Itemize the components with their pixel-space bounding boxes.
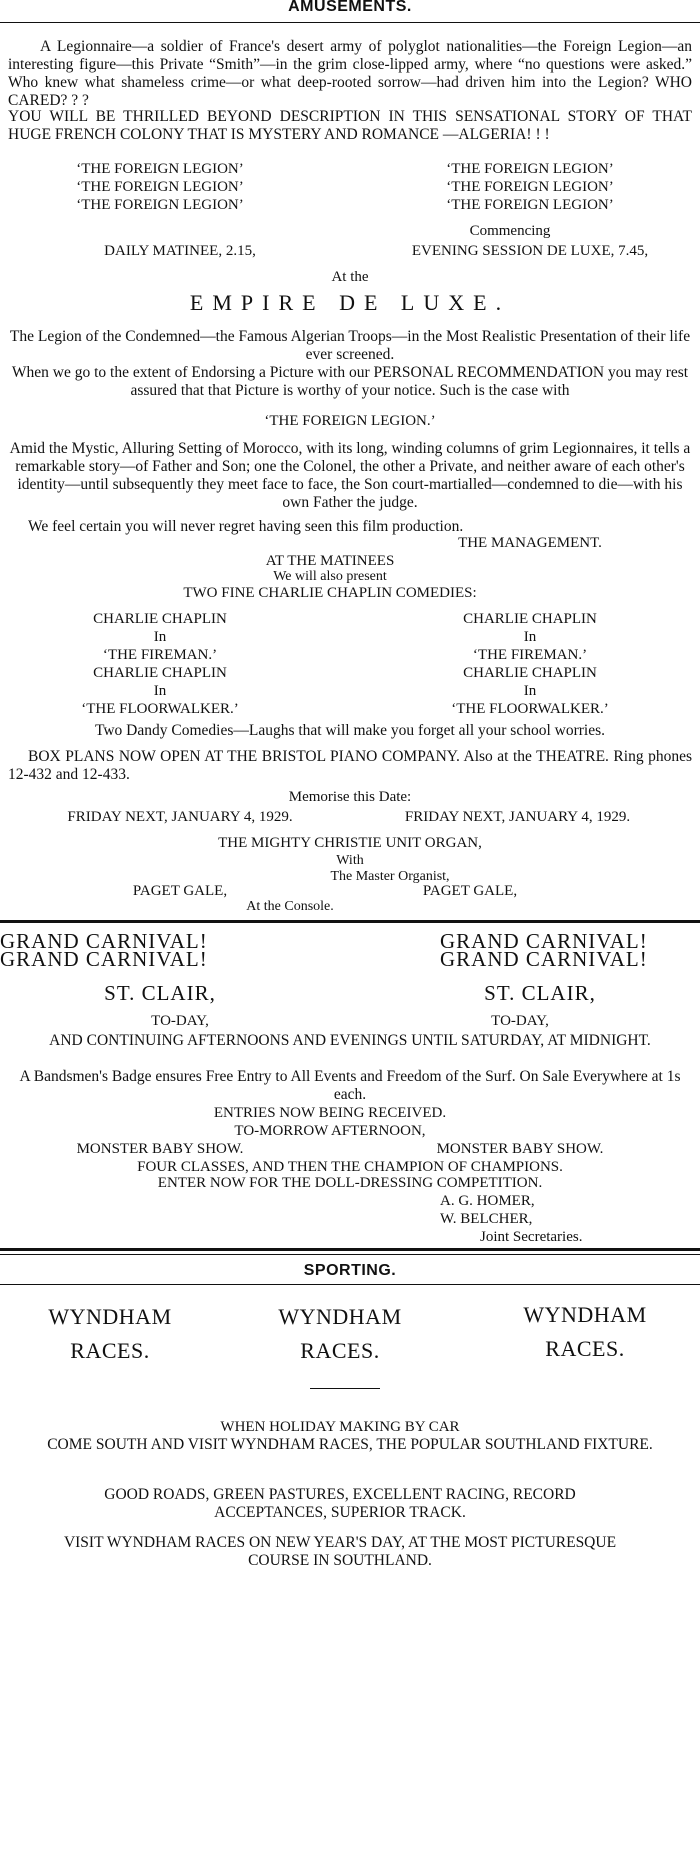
grand-carnival: GRAND CARNIVAL!: [0, 929, 208, 953]
wyndham-races-right: [480, 1298, 690, 1366]
foreign-legion-title: ‘THE FOREIGN LEGION.’: [264, 413, 436, 429]
dandy-comedies-line: Two Dandy Comedies—Laughs that will make you forget all your school worries.: [94, 722, 606, 739]
fireman-title: ‘THE FIREMAN.’: [102, 647, 218, 663]
chaplin-fireman-left: [40, 610, 280, 664]
grand-carnival: GRAND CARNIVAL!: [440, 929, 648, 953]
legion-line: ‘THE FOREIGN LEGION’: [446, 161, 614, 177]
races-word: RACES.: [300, 1338, 380, 1363]
friday-date-left: FRIDAY NEXT, JANUARY 4, 1929.: [67, 809, 293, 825]
baby-show-left: MONSTER BABY SHOW.: [76, 1141, 244, 1157]
paget-gale-left: PAGET GALE,: [132, 883, 228, 899]
st-clair-left: ST. CLAIR,: [104, 981, 216, 1005]
management-signature: THE MANAGEMENT.: [458, 535, 602, 551]
legion-line: ‘THE FOREIGN LEGION’: [76, 161, 244, 177]
at-matinees-heading: AT THE MATINEES: [265, 553, 395, 569]
evening-time: EVENING SESSION DE LUXE, 7.45,: [411, 243, 649, 259]
today-left: TO-DAY,: [151, 1013, 209, 1029]
heading-rule: [0, 22, 700, 23]
entries-line: ENTRIES NOW BEING RECEIVED.: [213, 1105, 447, 1121]
with-label: With: [336, 853, 364, 868]
in-word: In: [153, 683, 167, 699]
amusements-heading: AMUSEMENTS.: [288, 0, 412, 15]
chaplin-name: CHARLIE CHAPLIN: [463, 665, 597, 681]
at-the-label: At the: [331, 269, 369, 285]
short-divider: [310, 1388, 380, 1389]
paget-gale-right: PAGET GALE,: [422, 883, 518, 899]
regret-line: We feel certain you will never regret having seen this film production.: [28, 518, 464, 535]
memorise-label: Memorise this Date:: [288, 789, 412, 805]
box-plans-paragraph: BOX PLANS NOW OPEN AT THE BRISTOL PIANO COMPANY. Also at the THEATRE. Ring phones 12-432 and 12-433.: [8, 748, 692, 783]
good-roads-paragraph: GOOD ROADS, GREEN PASTURES, EXCELLENT RACING, RECORD ACCEPTANCES, SUPERIOR TRACK.: [104, 1486, 576, 1521]
legion-line: ‘THE FOREIGN LEGION’: [76, 179, 244, 195]
come-south-paragraph: COME SOUTH AND VISIT WYNDHAM RACES, THE POPULAR SOUTHLAND FIXTURE.: [47, 1436, 653, 1453]
carnival-heading-right: [440, 929, 700, 971]
legion-list-left: [40, 160, 280, 214]
matinee-time: DAILY MATINEE, 2.15,: [104, 243, 256, 259]
story-paragraph: Amid the Mystic, Alluring Setting of Morocco, with its long, winding columns of grim Legionnaires, it tells a remarkable story—of Father and Son; one the Colonel, the other a Private, and neither aware of each other's identity—until subsequently they meet face to face, the Son court-martialled—condemned to die—with his own Father the judge.: [9, 440, 691, 511]
chaplin-name: CHARLIE CHAPLIN: [463, 611, 597, 627]
master-organist-line: The Master Organist,: [330, 869, 450, 884]
secretary-belcher: W. BELCHER,: [440, 1211, 533, 1227]
chaplin-fireman-right: [390, 610, 670, 664]
legionnaire-intro: A Legionnaire—a soldier of France's desert army of polyglot nationalities—the Foreign Legion—an interesting figure—this Private “Smith”—in the grim close-lipped army, where “no questions were asked.” Who knew what shameless crime—or what deep-rooted sorrow—had driven him into the Legion? WHO CARED? ? ?: [8, 38, 692, 109]
empire-de-luxe-title: EMPIRE DE LUXE.: [189, 290, 511, 315]
floorwalker-title: ‘THE FLOORWALKER.’: [451, 701, 609, 717]
carnival-heading-left: [0, 929, 250, 971]
holiday-line: WHEN HOLIDAY MAKING BY CAR: [220, 1419, 460, 1435]
chaplin-name: CHARLIE CHAPLIN: [93, 665, 227, 681]
sporting-top-rule-thin: [0, 1254, 700, 1255]
wyndham-word: WYNDHAM: [278, 1304, 402, 1329]
wyndham-races-left: [10, 1300, 210, 1368]
wyndham-word: WYNDHAM: [523, 1302, 647, 1327]
continuing-paragraph: AND CONTINUING AFTERNOONS AND EVENINGS UNTIL SATURDAY, AT MIDNIGHT.: [49, 1032, 651, 1049]
races-word: RACES.: [545, 1336, 625, 1361]
thrill-paragraph: YOU WILL BE THRILLED BEYOND DESCRIPTION IN THIS SENSATIONAL STORY OF THAT HUGE FRENCH COLONY THAT IS MYSTERY AND ROMANCE —ALGERIA! ! !: [8, 108, 692, 143]
commencing-label: Commencing: [469, 223, 551, 239]
baby-show-right: MONSTER BABY SHOW.: [436, 1141, 604, 1157]
wyndham-races-center: [240, 1300, 440, 1368]
tomorrow-line: TO-MORROW AFTERNOON,: [234, 1123, 426, 1139]
section-divider: [0, 920, 700, 923]
legion-line: ‘THE FOREIGN LEGION’: [76, 197, 244, 213]
races-word: RACES.: [70, 1338, 150, 1363]
fireman-title: ‘THE FIREMAN.’: [472, 647, 588, 663]
st-clair-right: ST. CLAIR,: [484, 981, 596, 1005]
grand-carnival: GRAND CARNIVAL!: [0, 947, 208, 971]
legion-line: ‘THE FOREIGN LEGION’: [446, 179, 614, 195]
legion-list-right: [410, 160, 650, 214]
console-line: At the Console.: [246, 899, 334, 914]
enter-now-line: ENTER NOW FOR THE DOLL-DRESSING COMPETITION.: [157, 1175, 543, 1191]
chaplin-floorwalker-right: [390, 664, 670, 718]
sporting-top-rule: [0, 1248, 700, 1251]
sporting-bottom-rule: [0, 1284, 700, 1285]
condemned-paragraph: The Legion of the Condemned—the Famous Algerian Troops—in the Most Realistic Presentation of their life ever screened.: [9, 328, 691, 363]
in-word: In: [523, 629, 537, 645]
joint-secretaries: Joint Secretaries.: [480, 1229, 583, 1245]
recommend-paragraph: When we go to the extent of Endorsing a Picture with our PERSONAL RECOMMENDATION you may rest assured that that Picture is worthy of your notice. Such is the case with: [11, 364, 689, 399]
four-classes-line: FOUR CLASSES, AND THEN THE CHAMPION OF CHAMPIONS.: [137, 1159, 563, 1175]
friday-date-right: FRIDAY NEXT, JANUARY 4, 1929.: [404, 809, 631, 825]
badge-paragraph: A Bandsmen's Badge ensures Free Entry to All Events and Freedom of the Surf. On Sale Everywhere at 1s each.: [19, 1068, 681, 1103]
grand-carnival: GRAND CARNIVAL!: [440, 947, 648, 971]
also-present-line: We will also present: [273, 569, 387, 584]
in-word: In: [523, 683, 537, 699]
two-fine-comedies-heading: TWO FINE CHARLIE CHAPLIN COMEDIES:: [183, 585, 477, 601]
organ-line: THE MIGHTY CHRISTIE UNIT ORGAN,: [218, 835, 482, 851]
chaplin-name: CHARLIE CHAPLIN: [93, 611, 227, 627]
secretary-homer: A. G. HOMER,: [440, 1193, 535, 1209]
floorwalker-title: ‘THE FLOORWALKER.’: [81, 701, 239, 717]
secretaries-block: [440, 1192, 640, 1246]
sporting-heading: SPORTING.: [303, 1262, 397, 1279]
today-right: TO-DAY,: [491, 1013, 549, 1029]
visit-paragraph: VISIT WYNDHAM RACES ON NEW YEAR'S DAY, AT THE MOST PICTURESQUE COURSE IN SOUTHLAND.: [63, 1534, 617, 1569]
chaplin-floorwalker-left: [40, 664, 280, 718]
in-word: In: [153, 629, 167, 645]
wyndham-word: WYNDHAM: [48, 1304, 172, 1329]
legion-line: ‘THE FOREIGN LEGION’: [446, 197, 614, 213]
